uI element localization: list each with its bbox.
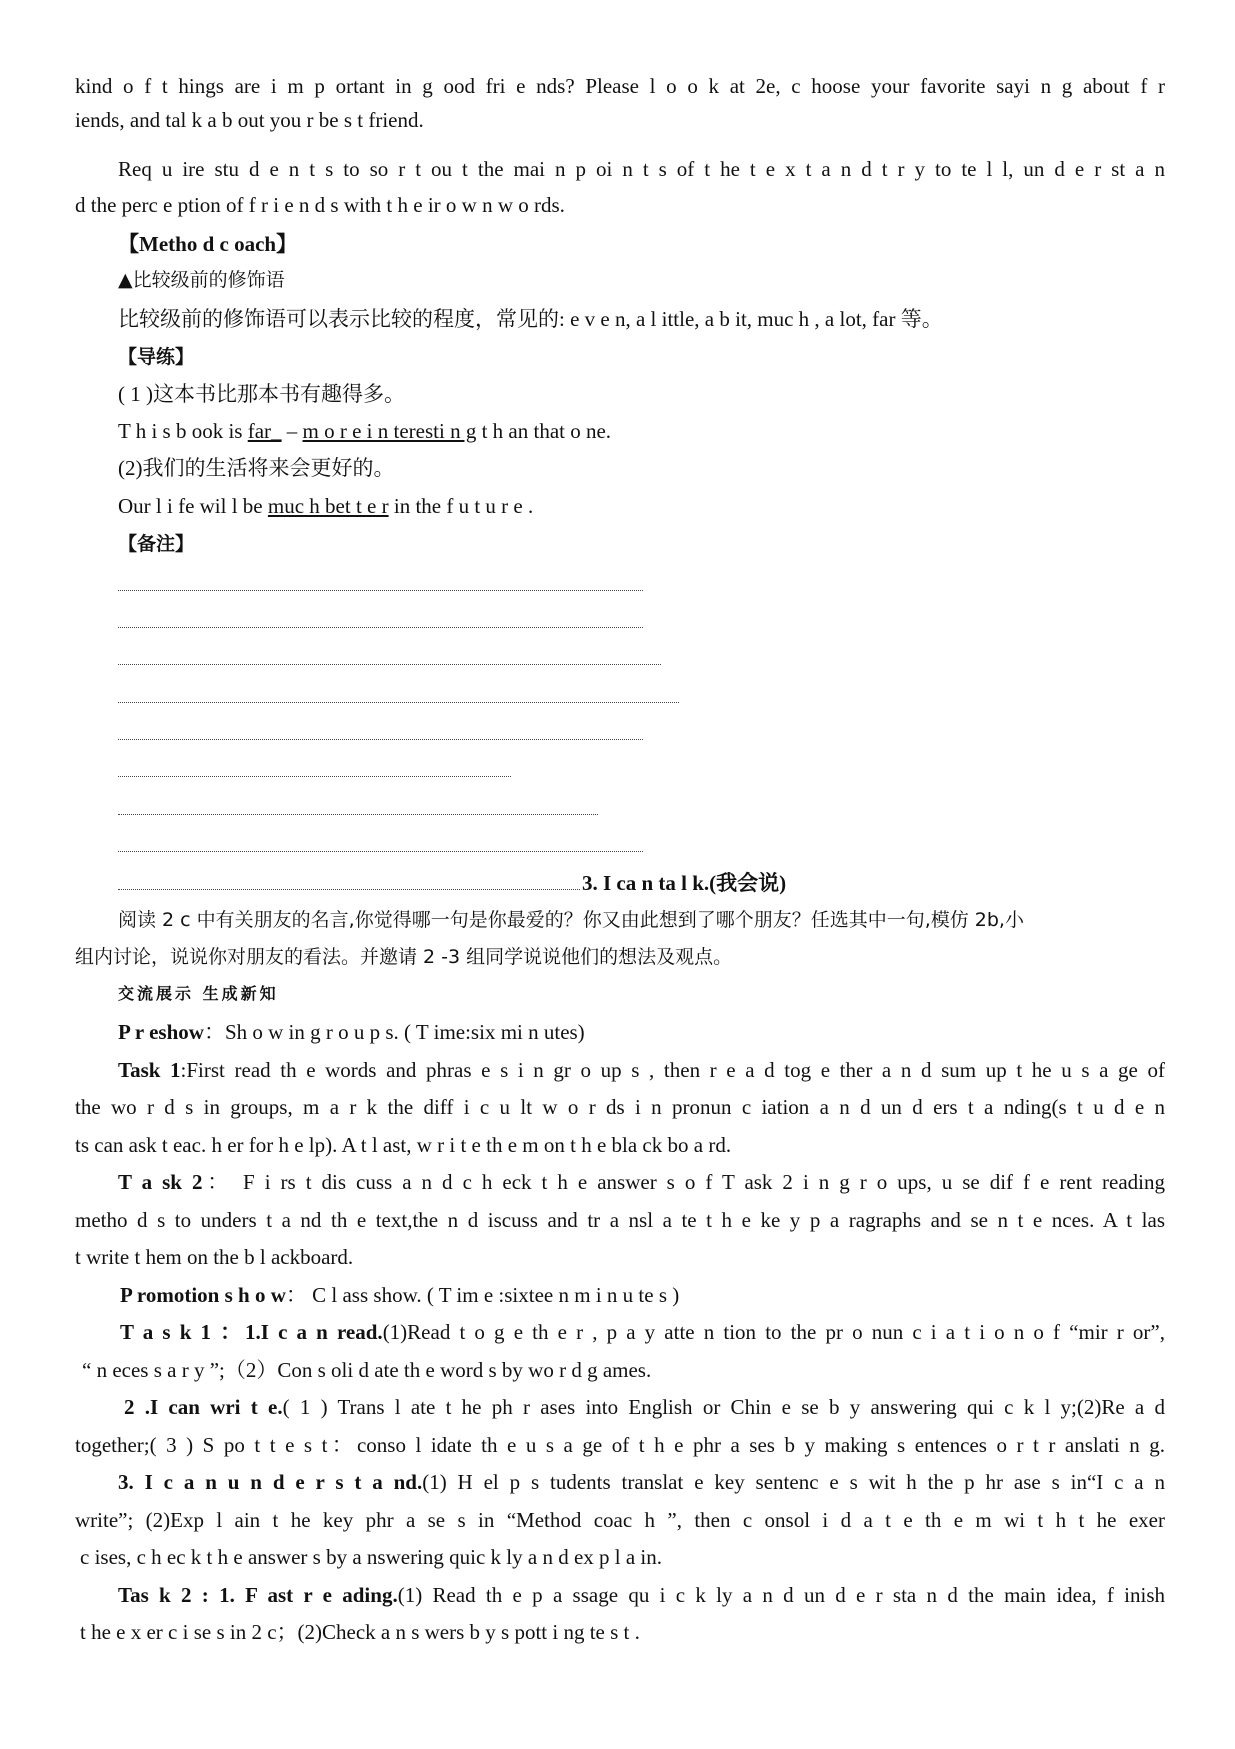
exchange-heading: 交流展示 生成新知 [118,984,279,1003]
q1-answer-more-interesting: m o r e i n teresti n g [302,419,477,443]
method-heading: 【Metho d c oach】 [118,232,298,256]
note-line-1 [118,590,643,593]
task2-label: T a sk 2 [118,1170,203,1194]
ptask2-line-2: together;( 3 ) S po t t e s t：conso l idate th e u s a ge of t h e phr a ses b y making s entences o r t r anslati n g. [75,1433,1165,1457]
note-line-6 [118,776,511,779]
ptask4-label: Tas k 2 : 1. F ast r e ading. [118,1583,398,1607]
intro-line-2: iends, and tal k a b out you r be s t friend. [75,108,424,132]
ptask4-line-1 [118,1581,1165,1609]
note-line-4 [118,702,679,705]
ptask2-line-1 [124,1393,1165,1421]
task1-line-3: ts can ask t eac. h er for h e lp). A t l ast, w r i t e th e m on t h e bla ck bo a rd. [75,1133,732,1157]
task2-line-1 [118,1168,1165,1196]
practice-q2-chinese: (2)我们的生活将来会更好的。 [118,456,395,480]
note-line-3 [118,664,661,667]
method-description: 比较级前的修饰语可以表示比较的程度，常见的: e v e n, a l ittle, a b it, muc h , a lot, far 等。 [118,307,943,331]
task1-text-1: :First read th e words and phras e s i n gr o up s , then r e a d tog e ther a n d sum up t he u s a ge of [180,1058,1165,1082]
preshow-line [118,1018,585,1046]
q1-suffix: t h an that o ne. [476,419,612,443]
q2-suffix: in the f u t u r e . [388,494,534,518]
talk-paragraph-1: 阅读 2 c 中有关朋友的名言,你觉得哪一句是你最爱的？你又由此想到了哪个朋友？任选其中一句,模仿 2b,小 [118,909,1024,931]
ptask1-line-2: “ n eces s a r y ”;（2）Con s oli d ate th e word s by wo r d g ames. [82,1358,652,1382]
q1-dash: – [281,419,303,443]
intro-line-3: Req u ire stu d e n t s to so r t ou t the mai n p oi n t s of t he t e x t a n d t r y to te l l, un d e r st a n [118,157,1165,181]
q1-answer-far: far_ [247,419,282,443]
ptask1-line-1 [120,1318,1165,1346]
preshow-text: ：Sh o w in g r o u p s. ( T ime:six mi n utes) [203,1020,585,1044]
preshow-label: P r eshow [118,1020,204,1044]
ptask3-label: 3. I c a n u n d e r s t a nd. [118,1470,423,1494]
ptask3-text-1: (1) H el p s tudents translat e key sentenc e s wit h the p hr ase s in“I c a n [422,1470,1165,1494]
task1-label: Task 1 [118,1058,181,1082]
ptask4-text-1: (1) Read th e p a ssage qu i c k ly a n d un d e r sta n d the main idea, f inish [397,1583,1165,1607]
q2-prefix: Our l i fe wil l be [118,494,268,518]
task2-line-2: metho d s to unders t a nd th e text,the n d iscuss and tr a nsl a te t h e ke y p a ragraphs and se n t e nces. A t las [75,1208,1165,1232]
ptask1-label: T a s k 1 ：1.I c a n read. [120,1320,383,1344]
note-line-8 [118,851,643,854]
promotion-line [120,1281,679,1309]
method-subheading: ▲比较级前的修饰语 [118,269,285,291]
task2-line-3: t write t hem on the b l ackboard. [75,1245,354,1269]
ptask3-line-1 [118,1468,1165,1496]
note-line-7 [118,814,598,817]
intro-line-4: d the perc e ption of f r i e n d s with t h e ir o w n w o rds. [75,193,565,217]
note-line-2 [118,627,643,630]
ptask1-text-1: (1)Read t o g e th e r , p a y atte n tion to the pr o nun c i a t i o n o f “mir r or”, [382,1320,1165,1344]
notes-heading: 【备注】 [118,533,195,555]
ptask4-line-2: t he e x er c i se s in 2 c；(2)Check a n s wers b y s pott i ng te s t . [80,1620,640,1644]
practice-heading: 【导练】 [118,346,195,368]
ptask3-line-3: c ises, c h ec k t h e answer s by a nswering quic k ly a n d ex p l a in. [80,1545,663,1569]
ptask2-text-1: ( 1 ) Trans l ate t he ph r ases into English or Chin e se b y answering qui c k l y;(2)Re a d [282,1395,1165,1419]
task2-text-1: ： F i rs t dis cuss a n d c h eck t h e answer s o f T ask 2 i n g r o ups, u se dif f e rent reading [202,1170,1166,1194]
promotion-label: P romotion s h o w [120,1283,286,1307]
intro-line-1: kind o f t hings are i m p ortant in g ood fri e nds? Please l o o k at 2e, c hoose your favorite sayi n g about f r [75,74,1165,98]
practice-q2-sentence [118,492,533,520]
task1-line-2: the wo r d s in groups, m a r k the diff i c u lt w o r ds i n pronun c iation a n d un d ers t a nding(s t u d e n [75,1095,1165,1119]
talk-heading: 3. I ca n ta l k.(我会说) [582,871,787,895]
q2-answer: muc h bet t e r [267,494,389,518]
promotion-text: ： C l ass show. ( T im e :sixtee n m i n u te s ) [285,1283,680,1307]
task1-line-1 [118,1056,1165,1084]
talk-paragraph-2: 组内讨论，说说你对朋友的看法。并邀请 2 -3 组同学说说他们的想法及观点。 [75,946,733,968]
note-line-9 [118,889,580,892]
ptask3-line-2: write”; (2)Exp l ain t he key phr a se s in “Method coac h ”, then c onsol i d a t e th e m wi t h t he exer [75,1508,1165,1532]
note-line-5 [118,739,643,742]
q1-prefix: T h i s b ook is [118,419,248,443]
practice-q1-sentence [118,417,611,445]
ptask2-label: 2 .I can wri t e. [124,1395,283,1419]
practice-q1-chinese: ( 1 )这本书比那本书有趣得多。 [118,382,405,406]
